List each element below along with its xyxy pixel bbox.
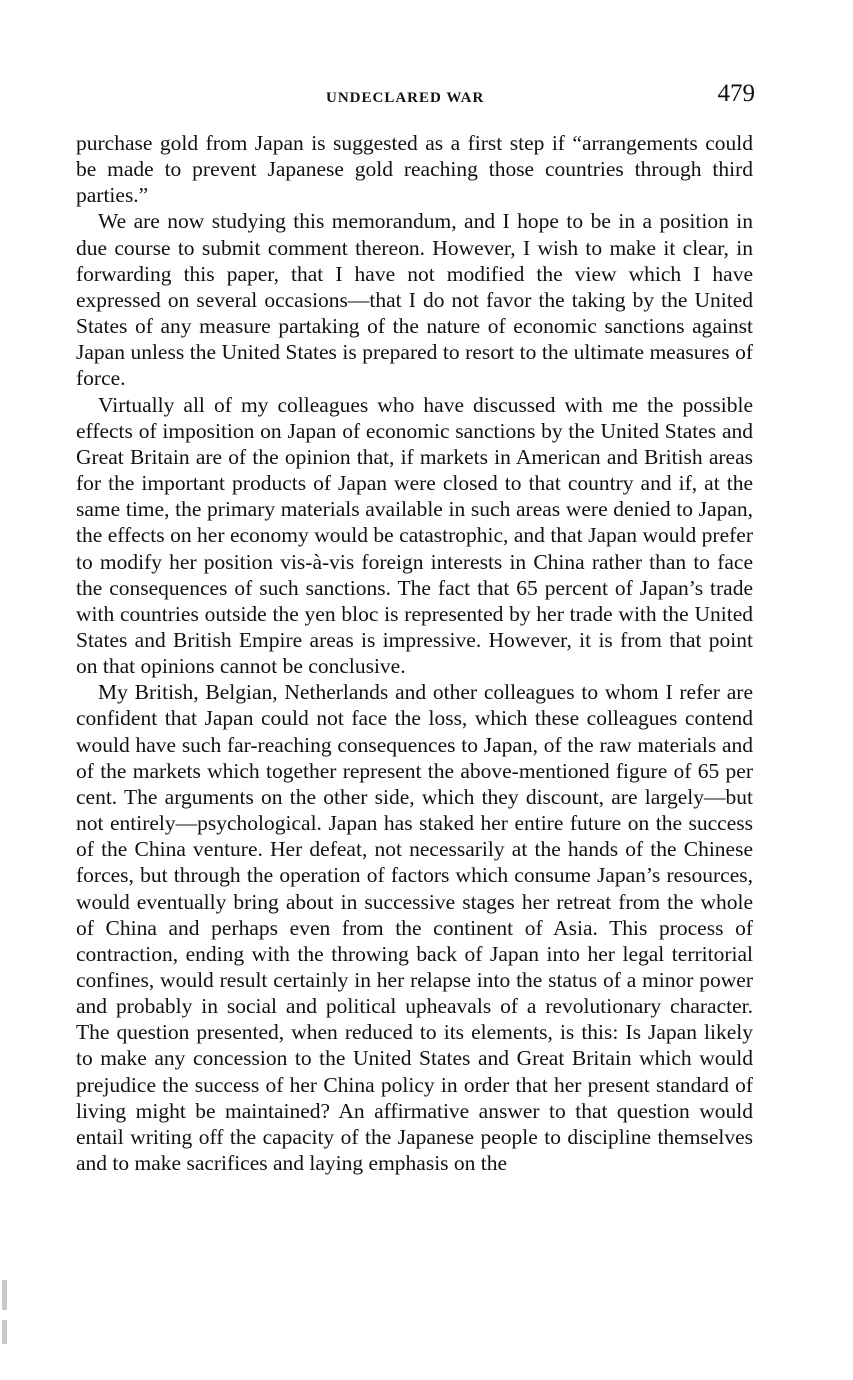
scan-margin-artifact bbox=[2, 1320, 7, 1344]
page-number: 479 bbox=[717, 80, 755, 107]
paragraph-continued: purchase gold from Japan is suggested as a first step if “arrangements could be made to prevent Japanese gold reaching those countries through third parties.” bbox=[76, 131, 753, 208]
running-title: UNDECLARED WAR bbox=[326, 90, 485, 106]
scan-margin-artifact bbox=[2, 1280, 7, 1310]
body-text bbox=[76, 130, 753, 1176]
running-header bbox=[76, 80, 755, 116]
paragraph: We are now studying this memorandum, and I hope to be in a position in due course to submit comment thereon. However, I wish to make it clear, in forwarding this paper, that I have not modified the view which I have expressed on several occasions—that I do not favor the taking by the United States of any measure partaking of the nature of economic sanctions against Japan unless the United States is prepared to resort to the ultimate measures of force. bbox=[76, 209, 753, 391]
paragraph: Virtually all of my colleagues who have discussed with me the possible effects of imposition on Japan of economic sanctions by the United States and Great Britain are of the opinion that, if markets in American and British areas for the important products of Japan were closed to that country and if, at the same time, the primary materials available in such areas were denied to Japan, the effects on her economy would be catastrophic, and that Japan would prefer to modify her position vis-à-vis foreign interests in China rather than to face the consequences of such sanctions. The fact that 65 percent of Japan’s trade with countries outside the yen bloc is represented by her trade with the United States and British Empire areas is impressive. However, it is from that point on that opinions cannot be conclusive. bbox=[76, 392, 753, 679]
paragraph: My British, Belgian, Netherlands and other colleagues to whom I refer are confident that Japan could not face the loss, which these colleagues contend would have such far-reaching consequences to Japan, of the raw materials and of the markets which together represent the above-mentioned figure of 65 per cent. The arguments on the other side, which they discount, are largely—but not entirely—psychological. Japan has staked her entire future on the success of the China venture. Her defeat, not necessarily at the hands of the Chinese forces, but through the operation of factors which consume Japan’s resources, would eventually bring about in successive stages her retreat from the whole of China and perhaps even from the continent of Asia. This process of contraction, ending with the throwing back of Japan into her legal territorial confines, would result certainly in her relapse into the status of a minor power and probably in social and political upheavals of a revolutionary character. The question presented, when reduced to its elements, is this: Is Japan likely to make any concession to the United States and Great Britain which would prejudice the success of her China policy in order that her present standard of living might be maintained? An affirmative answer to that question would entail writing off the capacity of the Japanese people to discipline themselves and to make sacrifices and laying emphasis on the bbox=[76, 680, 753, 1176]
